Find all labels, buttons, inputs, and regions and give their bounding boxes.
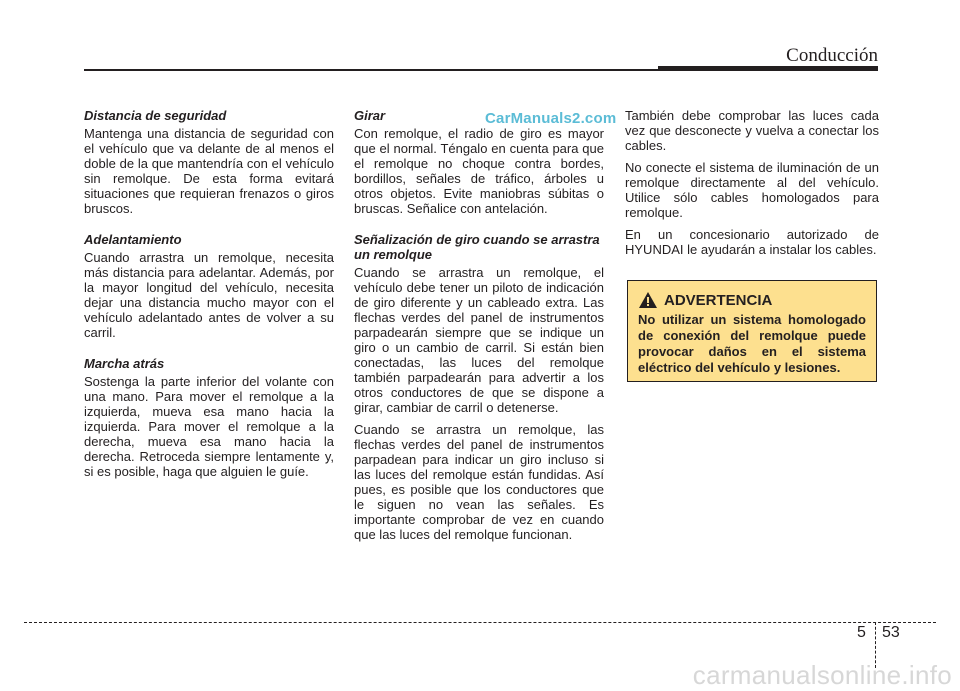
column-3 — [625, 108, 879, 264]
watermark-link[interactable]: CarManuals2.com — [485, 110, 617, 127]
chapter-title: Conducción — [786, 45, 878, 66]
section-distancia — [84, 108, 334, 216]
warning-triangle-icon — [638, 291, 658, 309]
section-heading: Girar — [354, 108, 386, 123]
section-heading: Distancia de seguridad — [84, 108, 227, 123]
section-marcha-atras — [84, 356, 334, 479]
column-1 — [84, 108, 334, 495]
paragraph: Mantenga una distancia de seguridad con el vehículo que va delante de al menos el doble de la que mantendría con el vehículo sin remolque. De esta forma evitará situaciones que requieran frenazos o giros bruscos. — [84, 126, 334, 216]
header-rule — [84, 69, 658, 71]
paragraph: No conecte el sistema de iluminación de un remolque directamente al del vehículo. Utilice sólo cables homologados para remolque. — [625, 160, 879, 220]
paragraph: Cuando arrastra un remolque, necesita más distancia para adelantar. Además, por la mayor longitud del vehículo, necesita dejar una distancia mucho mayor con el vehículo adelantado antes de volver a su carril. — [84, 250, 334, 340]
warning-box — [627, 280, 877, 382]
paragraph: Cuando se arrastra un remolque, el vehículo debe tener un piloto de indicación de giro diferente y un cableado extra. Las flechas verdes del panel de instrumentos parpadearán siempre que se indique un giro o un cambio de carril. Si están bien conectadas, las luces del remolque también parpadearán para advertir a los otros conductores de que se dispone a girar, cambiar de carril o detenerse. — [354, 265, 604, 415]
page-number: 53 — [882, 624, 900, 641]
section-senalizacion — [354, 232, 604, 542]
paragraph: Cuando se arrastra un remolque, las flechas verdes del panel de instrumentos parpadean para indicar un giro incluso si las luces del remolque están fundidas. Así pues, es posible que los conductores que le siguen no vean las señales. Es importante comprobar de vez en cuando que las luces del remolque funcionan. — [354, 422, 604, 542]
section-heading: Señalización de giro cuando se arrastra un remolque — [354, 232, 600, 262]
footer-watermark: carmanualsonline.info — [692, 660, 952, 690]
section-heading: Adelantamiento — [84, 232, 182, 247]
column-2 — [354, 108, 604, 558]
warning-text: No utilizar un sistema homologado de conexión del remolque puede provocar daños en el sistema eléctrico del vehículo y lesiones. — [638, 312, 866, 375]
warning-header — [638, 291, 866, 309]
paragraph: En un concesionario autorizado de HYUNDAI le ayudarán a instalar los cables. — [625, 227, 879, 257]
chapter-number: 5 — [857, 624, 866, 641]
warning-title: ADVERTENCIA — [664, 291, 773, 309]
header-rule-thick — [658, 66, 878, 71]
paragraph: Sostenga la parte inferior del volante con una mano. Para mover el remolque a la izquierda, mueva esa mano hacia la izquierda. Para mover el remolque a la derecha, mueva esa mano hacia la derecha. Retroceda siempre lentamente y, si es posible, haga que alguien le guíe. — [84, 374, 334, 479]
section-heading: Marcha atrás — [84, 356, 165, 371]
section-adelantamiento — [84, 232, 334, 340]
paragraph: Con remolque, el radio de giro es mayor que el normal. Téngalo en cuenta para que el remolque no choque contra bordes, bordillos, señales de tráfico, árboles u otros objetos. Evite maniobras súbitas o bruscas. Señalice con antelación. — [354, 126, 604, 216]
footer-divider — [24, 622, 936, 623]
paragraph: También debe comprobar las luces cada vez que desconecte y vuelva a conectar los cables. — [625, 108, 879, 153]
